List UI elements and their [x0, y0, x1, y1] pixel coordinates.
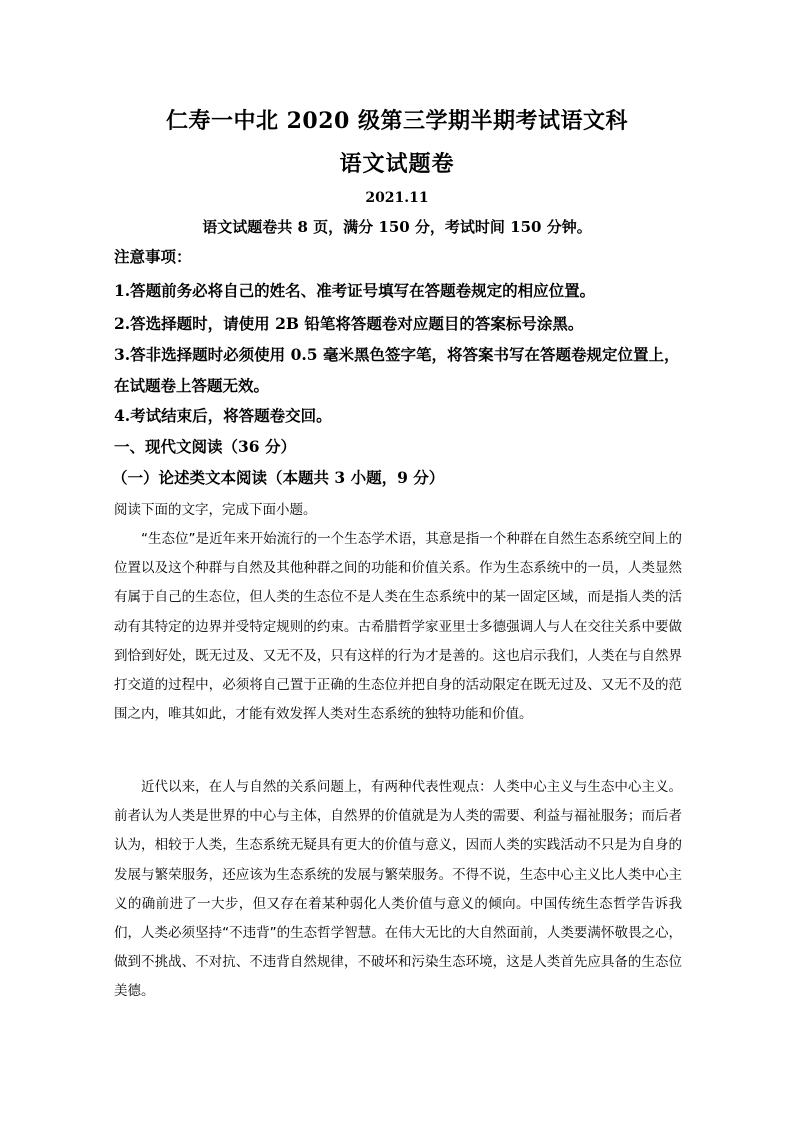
notice-item: 4.考试结束后，将答题卷交回。: [114, 406, 332, 425]
section-heading: 一、现代文阅读（36 分）: [114, 437, 296, 456]
notice-item: 1.答题前务必将自己的姓名、准考证号填写在答题卷规定的相应位置。: [114, 281, 596, 300]
notice-item: 在试题卷上答题无效。: [114, 376, 270, 395]
page-subtitle: 语文试题卷: [339, 151, 455, 177]
exam-date: 2021.11: [365, 190, 429, 206]
page-title: 仁寿一中北 2020 级第三学期半期考试语文科: [165, 108, 629, 134]
passage-paragraph: 近代以来，在人与自然的关系问题上，有两种代表性观点：人类中心主义与生态中心主义。前者认为人类是世界的中心与主体，自然界的价值就是为人类的需要、利益与福祉服务；而后者认为，相较于人类，生态系统无疑具有更大的价值与意义，因而人类的实践活动不只是为自身的发展与繁荣服务，还应该为生态系统的发展与繁荣服务。不得不说，生态中心主义比人类中心主义的确前进了一大步，但又存在着某种弱化人类价值与意义的倾向。中国传统生态哲学告诉我们，人类必须坚持“不违背”的生态哲学智慧。在伟大无比的大自然面前，人类要满怀敬畏之心，做到不挑战、不对抗、不违背自然规律，不破坏和污染生态环境，这是人类首先应具备的生态位美德。: [114, 779, 682, 1000]
subsection-heading: （一）论述类文本阅读（本题共 3 小题，9 分）: [112, 468, 445, 487]
passage-paragraph: “生态位”是近年来开始流行的一个生态学术语，其意是指一个种群在自然生态系统空间上的位置以及这个种群与自然及其他种群之间的功能和价值关系。作为生态系统中的一员，人类显然有属于自己的生态位，但人类的生态位不是人类在生态系统中的某一固定区域，而是指人类的活动有其特定的边界并受特定规则的约束。古希腊哲学家亚里士多德强调人与人在交往关系中要做到恰到好处，既无过及、又无不及，只有这样的行为才是善的。这也启示我们，人类在与自然界打交道的过程中，必须将自己置于正确的生态位并把自身的活动限定在既无过及、又无不及的范围之内，唯其如此，才能有效发挥人类对生态系统的独特功能和价值。: [114, 531, 682, 723]
notice-item: 2.答选择题时，请使用 2B 铅笔将答题卷对应题目的答案标号涂黑。: [114, 314, 584, 333]
reading-instruction: 阅读下面的文字，完成下面小题。: [114, 502, 317, 518]
notice-heading: 注意事项：: [114, 247, 192, 266]
exam-intro: 语文试题卷共 8 页，满分 150 分，考试时间 150 分钟。: [202, 218, 592, 236]
notice-item: 3.答非选择题时必须使用 0.5 毫米黑色签字笔，将答案书写在答题卷规定位置上，: [114, 345, 680, 364]
